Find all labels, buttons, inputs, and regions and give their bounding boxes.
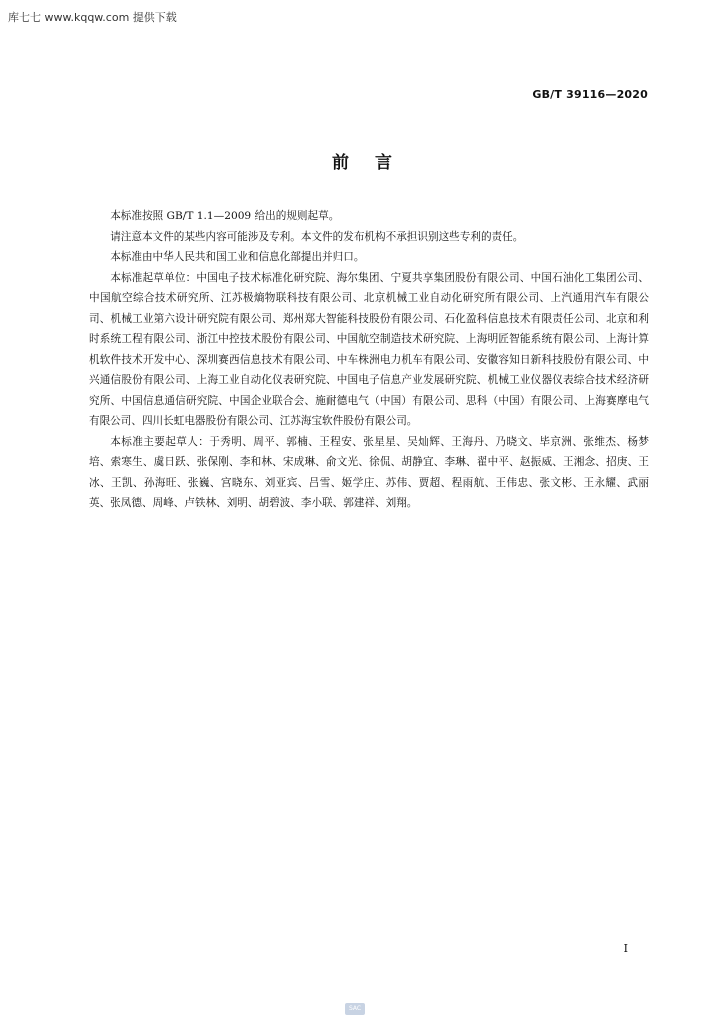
paragraph-proposer: 本标准由中华人民共和国工业和信息化部提出并归口。 — [110, 251, 365, 263]
document-body — [89, 206, 649, 514]
watermark-text: 库七七 www.kqqw.com 提供下载 — [8, 11, 177, 24]
page-title-text: 前言 — [332, 153, 418, 173]
page-number: I — [623, 942, 628, 955]
paragraph-drafting-rules: 本标准按照 GB/T 1.1—2009 给出的规则起草。 — [110, 210, 340, 222]
page-title — [0, 148, 724, 173]
paragraph-patent-notice: 请注意本文件的某些内容可能涉及专利。本文件的发布机构不承担识别这些专利的责任。 — [110, 230, 524, 243]
paragraph-drafters: 本标准主要起草人：于秀明、周平、郭楠、王程安、张星星、吴灿辉、王海丹、乃晓文、毕京洲、张维杰、杨梦培、索寒生、虞日跃、张保刚、李和林、宋成琳、俞文光、徐侃、胡静宜、李琳、翟中平、赵振威、王湘念、招庚、王冰、王凯、孙海旺、张巍、宫晓东、刘亚宾、吕雪、姬学庄、苏伟、贾超、程雨航、王伟忠、张文彬、王永耀、武丽英、张凤德、周峰、卢铁林、刘明、胡碧波、李小联、郭建祥、刘翔。 — [89, 435, 649, 509]
sac-logo: SAC — [345, 1003, 365, 1015]
standard-code: GB/T 39116—2020 — [532, 88, 648, 101]
paragraph-drafting-units: 本标准起草单位：中国电子技术标准化研究院、海尔集团、宁夏共享集团股份有限公司、中国石油化工集团公司、中国航空综合技术研究所、江苏极熵物联科技有限公司、北京机械工业自动化研究所有限公司、上汽通用汽车有限公司、机械工业第六设计研究院有限公司、郑州郑大智能科技股份有限公司、石化盈科信息技术有限责任公司、北京和利时系统工程有限公司、浙江中控技术股份有限公司、中国航空制造技术研究院、上海明匠智能系统有限公司、上海计算机软件技术开发中心、深圳赛西信息技术有限公司、中车株洲电力机车有限公司、安徽容知日新科技股份有限公司、中兴通信股份有限公司、上海工业自动化仪表研究院、中国电子信息产业发展研究院、机械工业仪器仪表综合技术经济研究所、中国信息通信研究院、中国企业联合会、施耐德电气（中国）有限公司、思科（中国）有限公司、上海赛摩电气有限公司、四川长虹电器股份有限公司、江苏海宝软件股份有限公司。 — [89, 271, 649, 427]
